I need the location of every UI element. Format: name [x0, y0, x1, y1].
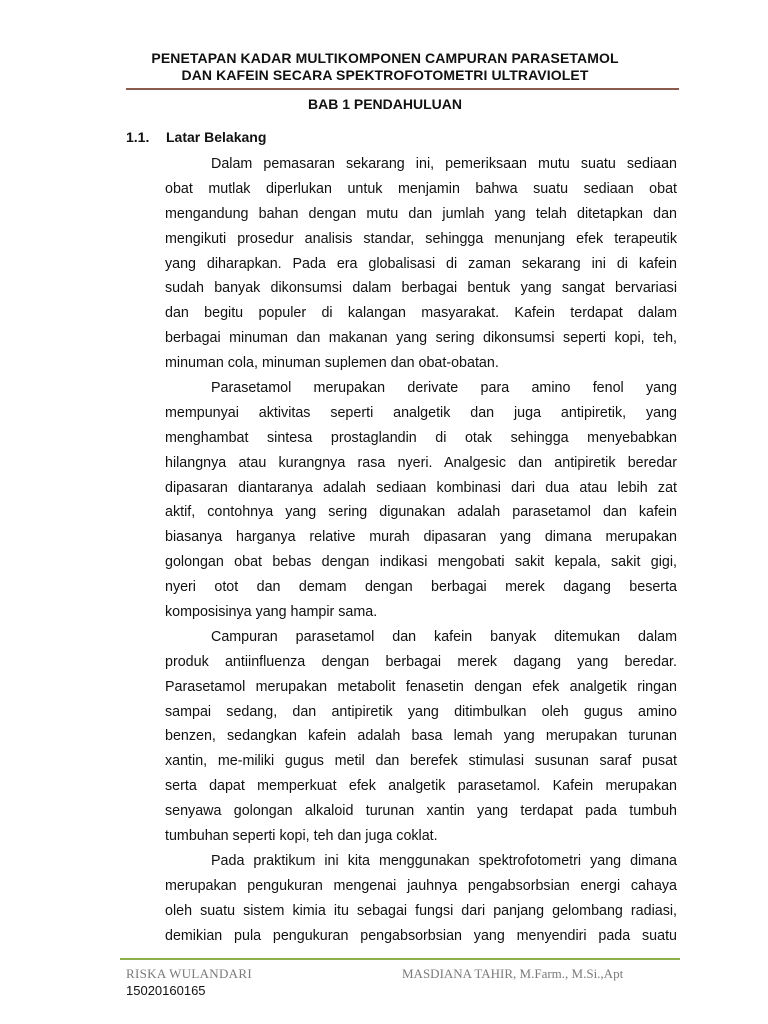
body-line: mengandung bahan dengan mutu dan jumlah yang telah ditetapkan dan [165, 205, 677, 222]
footer-supervisor: MASDIANA TAHIR, M.Farm., M.Si.,Apt [402, 966, 624, 981]
body-line: oleh suatu sistem kimia itu sebagai fungsi dari panjang gelombang radiasi, [165, 902, 677, 919]
body-line: Parasetamol merupakan derivate para amino fenol yang [211, 380, 677, 397]
body-line: produk antiinfluenza dengan berbagai merek dagang yang beredar. [165, 653, 677, 670]
body-line: biasanya harganya relative murah dipasaran yang dimana merupakan [165, 529, 677, 546]
body-line: golongan obat bebas dengan indikasi mengobati sakit kepala, sakit gigi, [165, 554, 677, 571]
body-line: minuman cola, minuman suplemen dan obat-obatan. [165, 355, 499, 372]
body-line: merupakan pengukuran mengenai jauhnya pengabsorbsian energi cahaya [165, 877, 677, 894]
body-line: sampai sedang, dan antipiretik yang ditimbulkan oleh gugus amino [165, 703, 677, 720]
body-line: dipasaran diantaranya adalah sediaan kombinasi dari dua atau lebih zat [165, 479, 677, 496]
body-line: mengikuti prosedur analisis standar, sehingga menunjang efek terapeutik [165, 230, 677, 247]
footer-author: RISKA WULANDARI [126, 966, 252, 981]
body-line: yang diharapkan. Pada era globalisasi di zaman sekarang ini di kafein [165, 255, 677, 272]
body-line: dan begitu populer di kalangan masyarakat. Kafein terdapat dalam [165, 305, 677, 322]
body-line: aktif, contohnya yang sering digunakan adalah parasetamol dan kafein [165, 504, 677, 521]
document-title-line-2: DAN KAFEIN SECARA SPEKTROFOTOMETRI ULTRAVIOLET [181, 67, 589, 83]
body-line: serta dapat memperkuat efek analgetik parasetamol. Kafein merupakan [165, 778, 677, 795]
body-line: Parasetamol merupakan metabolit fenasetin dengan efek analgetik ringan [165, 678, 677, 695]
body-line: nyeri otot dan demam dengan berbagai merek dagang beserta [165, 579, 677, 596]
header-divider [126, 88, 679, 90]
body-line: obat mutlak diperlukan untuk menjamin bahwa suatu sediaan obat [165, 180, 677, 197]
body-line: hilangnya atau kurangnya rasa nyeri. Analgesic dan antipiretik beredar [165, 454, 677, 471]
footer-student-id: 15020160165 [126, 983, 206, 998]
body-line: Pada praktikum ini kita menggunakan spektrofotometri yang dimana [211, 852, 677, 869]
body-line: sudah banyak dikonsumsi dalam berbagai bentuk yang sangat bervariasi [165, 280, 677, 297]
section-number: 1.1. [126, 129, 150, 145]
body-line: demikian pula pengukuran pengabsorbsian yang menyendiri pada suatu [165, 927, 677, 944]
chapter-heading: BAB 1 PENDAHULUAN [307, 96, 462, 112]
body-line: xantin, me-miliki gugus metil dan berefek stimulasi susunan saraf pusat [165, 753, 677, 770]
body-line: Dalam pemasaran sekarang ini, pemeriksaan mutu suatu sediaan [211, 156, 677, 172]
body-line: mempunyai aktivitas seperti analgetik dan juga antipiretik, yang [165, 404, 677, 421]
body-line: komposisinya yang hampir sama. [165, 604, 378, 621]
body-text [165, 152, 677, 949]
footer-divider [120, 958, 680, 960]
section-title: Latar Belakang [166, 129, 267, 145]
section-heading [126, 129, 266, 146]
body-line: senyawa golongan alkaloid turunan xantin yang terdapat pada tumbuh [165, 803, 677, 820]
document-title-line-1: PENETAPAN KADAR MULTIKOMPONEN CAMPURAN PARASETAMOL [151, 50, 619, 66]
body-line: menghambat sintesa prostaglandin di otak sehingga menyebabkan [165, 429, 677, 446]
body-line: berbagai minuman dan makanan yang sering dikonsumsi seperti kopi, teh, [165, 330, 677, 347]
body-line: Campuran parasetamol dan kafein banyak ditemukan dalam [211, 628, 677, 645]
body-line: benzen, sedangkan kafein adalah basa lemah yang merupakan turunan [165, 728, 677, 745]
body-line: tumbuhan seperti kopi, teh dan juga coklat. [165, 828, 438, 845]
